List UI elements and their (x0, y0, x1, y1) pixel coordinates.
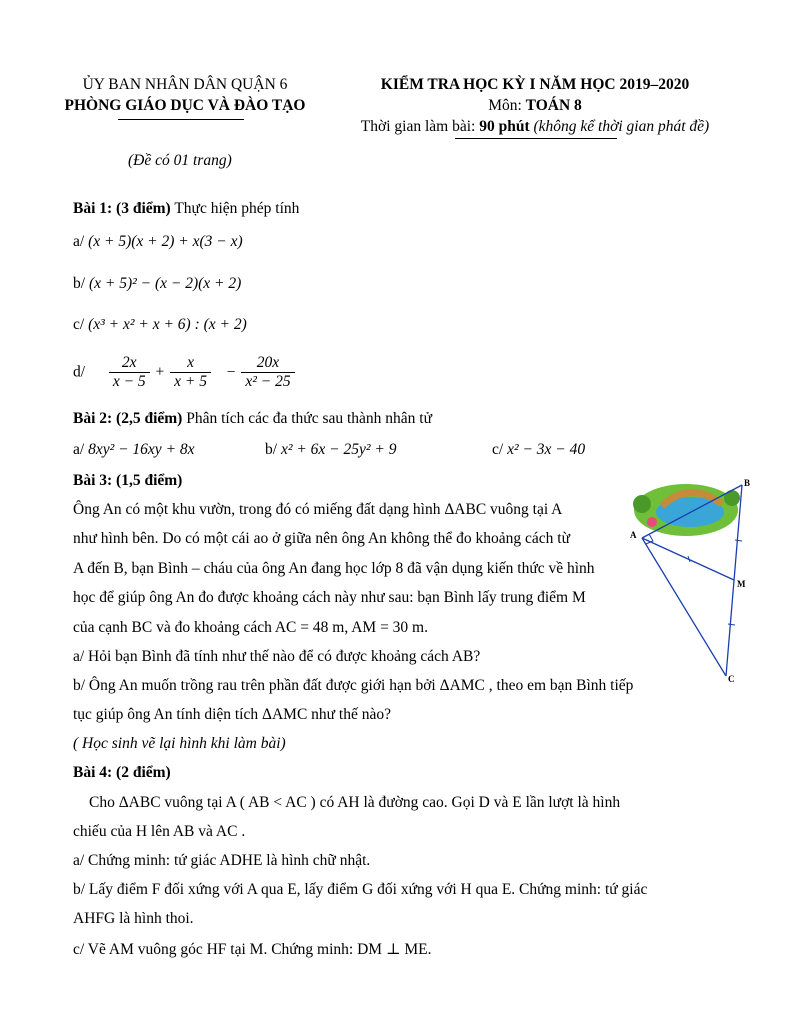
bai3-line-1: Ông An có một khu vườn, trong đó có miếng đất dạng hình ΔABC vuông tại A (73, 501, 563, 518)
bai2-c-expr: x² − 3x − 40 (507, 441, 586, 458)
bai1-d-f3-den: x² − 25 (245, 373, 291, 390)
bai1-title: Bài 1: (3 điểm) (73, 200, 171, 217)
header-left-underline (118, 119, 244, 120)
bai1-d-label: d/ (73, 363, 86, 381)
time-value: 90 phút (479, 118, 530, 135)
header-right (330, 74, 740, 137)
bai3-figure (624, 470, 774, 690)
fig-label-a: A (630, 530, 637, 540)
bai4-line-6: c/ Vẽ AM vuông góc HF tại M. Chứng minh: DM ⊥ ME. (73, 941, 432, 958)
flower-shape (647, 517, 657, 527)
segment-am (642, 538, 734, 580)
bai2-b-expr: x² + 6x − 25y² + 9 (280, 441, 397, 458)
bai2-item-b (265, 441, 397, 459)
bai1-d-f2-den: x + 5 (174, 373, 207, 390)
fig-label-c: C (728, 674, 735, 684)
bai2-instruction: Phân tích các đa thức sau thành nhân tử (182, 410, 433, 427)
subject-line (330, 95, 740, 116)
bai1-d-fraction-3 (241, 354, 294, 391)
bai2-heading (73, 410, 432, 428)
bai4-line-2: chiếu của H lên AB và AC . (73, 823, 246, 840)
bai2-item-a (73, 441, 195, 459)
time-note: (không kể thời gian phát đề) (529, 118, 710, 135)
bai1-item-c (73, 316, 247, 334)
bai3-line-8: tục giúp ông An tính diện tích ΔAMC như thế nào? (73, 706, 391, 723)
tree-shape-right (724, 490, 740, 506)
bai3-line-5: của cạnh BC và đo khoảng cách AC = 48 m, AM = 30 m. (73, 619, 428, 636)
header-left (50, 74, 320, 116)
bai1-a-label: a/ (73, 233, 85, 250)
bai1-item-a (73, 233, 243, 251)
bai3-line-6: a/ Hỏi bạn Bình đã tính như thế nào để có được khoảng cách AB? (73, 648, 481, 665)
bai4-title: Bài 4: (2 điểm) (73, 764, 171, 781)
bai4-line-1: Cho ΔABC vuông tại A ( AB < AC ) có AH là đường cao. Gọi D và E lần lượt là hình (89, 794, 621, 811)
bai1-d-op2: − (226, 363, 236, 381)
org-line1: ỦY BAN NHÂN DÂN QUẬN 6 (82, 76, 288, 93)
subject: TOÁN 8 (525, 97, 582, 114)
bai3-line-4: học để giúp ông An đo được khoảng cách này như sau: bạn Bình lấy trung điểm M (73, 589, 586, 606)
bai1-b-label: b/ (73, 275, 86, 292)
bai3-title: Bài 3: (1,5 điểm) (73, 472, 183, 489)
tick-mark-bm (735, 540, 742, 541)
bai1-d-fraction-1 (109, 354, 150, 391)
tick-mark-mc (728, 624, 735, 625)
bai1-d-fraction-2 (170, 354, 211, 391)
bai1-instruction: Thực hiện phép tính (170, 200, 300, 217)
bai3-line-3: A đến B, bạn Bình – cháu của ông An đang học lớp 8 đã vận dụng kiến thức về hình (73, 560, 595, 577)
bai1-a-expr: (x + 5)(x + 2) + x(3 − x) (88, 233, 243, 250)
exam-title: KIỂM TRA HỌC KỲ I NĂM HỌC 2019–2020 (380, 76, 690, 93)
bai2-a-expr: 8xy² − 16xy + 8x (88, 441, 195, 458)
bai3-note: ( Học sinh vẽ lại hình khi làm bài) (73, 735, 286, 752)
header-right-underline (455, 138, 617, 139)
bai4-line-4: b/ Lấy điểm F đối xứng với A qua E, lấy điểm G đối xứng với H qua E. Chứng minh: tứ giác (73, 881, 648, 898)
bai3-line-7: b/ Ông An muốn trồng rau trên phần đất được giới hạn bởi ΔAMC , theo em bạn Bình tiếp (73, 677, 634, 694)
bai1-d-f1-num: 2x (109, 354, 150, 373)
time-line (330, 116, 740, 137)
bai1-c-expr: (x³ + x² + x + 6) : (x + 2) (88, 316, 247, 333)
fig-label-b: B (744, 478, 751, 488)
bai1-d-op1: + (155, 363, 165, 381)
bai1-b-expr: (x + 5)² − (x − 2)(x + 2) (88, 275, 242, 292)
bai2-b-label: b/ (265, 441, 281, 458)
bai3-line-2: như hình bên. Do có một cái ao ở giữa nên ông An không thể đo khoảng cách từ (73, 530, 571, 547)
bai2-a-label: a/ (73, 441, 89, 458)
bai4-line-3: a/ Chứng minh: tứ giác ADHE là hình chữ nhật. (73, 852, 371, 869)
time-prefix: Thời gian làm bài: (360, 118, 480, 135)
bai1-c-label: c/ (73, 316, 85, 333)
bai2-c-label: c/ (492, 441, 508, 458)
bai1-item-b (73, 275, 241, 293)
bai1-item-d (73, 354, 297, 391)
tree-shape-left (633, 495, 651, 513)
bai2-title: Bài 2: (2,5 điểm) (73, 410, 183, 427)
bai4-line-5: AHFG là hình thoi. (73, 910, 194, 927)
bai2-item-c (492, 441, 585, 459)
triangle-garden-illustration (624, 470, 774, 690)
bai1-heading (73, 200, 299, 218)
org-line2: PHÒNG GIÁO DỤC VÀ ĐÀO TẠO (64, 97, 306, 114)
fig-label-m: M (737, 579, 746, 589)
bai1-d-f1-den: x − 5 (112, 373, 146, 390)
segment-ac (642, 538, 726, 676)
bai1-d-f3-num: 20x (241, 354, 294, 373)
pages-note: (Đề có 01 trang) (128, 152, 232, 169)
bai1-d-f2-num: x (170, 354, 211, 373)
subject-prefix: Môn: (488, 97, 526, 114)
